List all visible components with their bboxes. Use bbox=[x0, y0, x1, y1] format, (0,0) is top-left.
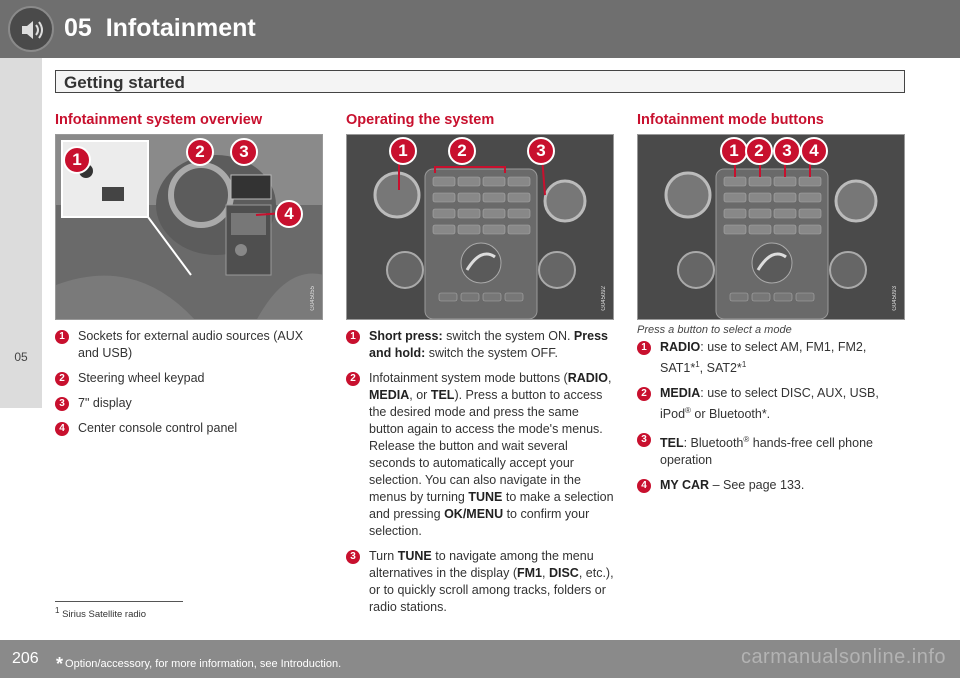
item-text: Press and hold: bbox=[369, 329, 608, 360]
item-text: MY CAR bbox=[660, 478, 710, 493]
item-text: 7" display bbox=[78, 396, 132, 410]
option-star: * bbox=[56, 654, 64, 674]
list-item bbox=[637, 385, 905, 423]
list-item bbox=[637, 477, 905, 494]
item-number: 2 bbox=[346, 372, 360, 386]
item-text: , SAT2* bbox=[699, 361, 742, 376]
item-number: 1 bbox=[55, 330, 69, 344]
registered-mark: ® bbox=[743, 435, 750, 445]
operating-figure bbox=[346, 134, 614, 320]
item-text: or Bluetooth*. bbox=[690, 407, 771, 422]
footnote-marker: 1 bbox=[55, 606, 60, 615]
item-number: 1 bbox=[346, 330, 360, 344]
list-item bbox=[55, 370, 323, 387]
figure-callout: 3 bbox=[773, 137, 801, 165]
item-text: switch the system ON. bbox=[442, 329, 574, 343]
item-text: TUNE bbox=[397, 549, 432, 563]
overview-figure bbox=[55, 134, 323, 320]
item-number: 4 bbox=[637, 479, 651, 493]
figure-callout: 3 bbox=[230, 138, 258, 166]
figure-caption: Press a button to select a mode bbox=[637, 324, 792, 336]
item-text: to make a selection and pressing bbox=[369, 490, 614, 521]
item-text: Short press: bbox=[369, 329, 443, 343]
footer-note-text: Option/accessory, for more information, see Introduction. bbox=[65, 658, 342, 670]
list-item bbox=[346, 370, 614, 540]
item-text: , or bbox=[409, 388, 431, 402]
chapter-title bbox=[64, 14, 256, 43]
item-text: TEL bbox=[660, 436, 684, 451]
footnote-divider bbox=[55, 601, 183, 602]
item-number: 3 bbox=[346, 550, 360, 564]
figure-callout: 2 bbox=[186, 138, 214, 166]
item-number: 2 bbox=[55, 372, 69, 386]
item-number: 1 bbox=[637, 341, 651, 355]
overview-list bbox=[55, 328, 323, 437]
page-footer bbox=[0, 640, 960, 678]
item-text: ). Press a button to access the desired mode and press the same button again to access the mode's menus. Release the button and wait several seconds to automatically accept your selection. You can also navigate in the menus by turning bbox=[369, 388, 603, 504]
item-text: RADIO bbox=[660, 340, 701, 354]
item-text: , bbox=[542, 566, 549, 580]
item-text: MEDIA bbox=[660, 386, 701, 401]
speaker-icon bbox=[8, 6, 54, 52]
item-text: to confirm your selection. bbox=[369, 507, 590, 538]
item-text: switch the system OFF. bbox=[425, 346, 558, 360]
list-item bbox=[637, 339, 905, 377]
mode-buttons-list bbox=[637, 339, 905, 494]
footnote-ref: 1 bbox=[741, 360, 747, 369]
operating-list bbox=[346, 328, 614, 616]
page-number: 206 bbox=[12, 650, 39, 667]
watermark: carmanualsonline.info bbox=[740, 646, 946, 668]
section-bar bbox=[55, 70, 905, 93]
footnote bbox=[55, 606, 146, 620]
item-text: OK/MENU bbox=[444, 507, 504, 521]
footer-note bbox=[56, 654, 341, 675]
chapter-name: Infotainment bbox=[105, 14, 256, 42]
mode-buttons-column bbox=[637, 112, 905, 502]
list-item bbox=[346, 548, 614, 616]
item-text: FM1 bbox=[517, 566, 542, 580]
figure-callout: 1 bbox=[389, 137, 417, 165]
list-item bbox=[346, 328, 614, 362]
figure-callout: 1 bbox=[63, 146, 91, 174]
overview-title: Infotainment system overview bbox=[55, 112, 263, 128]
figure-code: G045092 bbox=[601, 286, 607, 311]
item-text: Sockets for external audio sources (AUX and USB) bbox=[78, 329, 304, 360]
item-text: DISC bbox=[548, 566, 579, 580]
operating-title: Operating the system bbox=[346, 112, 495, 128]
item-text: TUNE bbox=[468, 490, 503, 504]
item-text: Steering wheel keypad bbox=[78, 371, 205, 385]
item-text: , bbox=[608, 371, 612, 385]
figure-callout: 3 bbox=[527, 137, 555, 165]
item-text: TEL bbox=[430, 388, 455, 402]
item-text: Turn bbox=[369, 549, 398, 563]
item-text: : use to select DISC, AUX, USB, iPod bbox=[660, 386, 879, 422]
mode-buttons-figure bbox=[637, 134, 905, 320]
figure-callout: 4 bbox=[800, 137, 828, 165]
item-text: – See page 133. bbox=[709, 478, 805, 493]
figure-code: G045093 bbox=[892, 286, 898, 311]
footnote-text: Sirius Satellite radio bbox=[62, 609, 147, 621]
item-text: hands-free cell phone operation bbox=[660, 436, 873, 468]
item-text: MEDIA bbox=[369, 388, 410, 402]
figure-callout: 4 bbox=[275, 200, 303, 228]
item-text: Center console control panel bbox=[78, 421, 238, 435]
registered-mark: ® bbox=[685, 406, 691, 416]
item-text: , etc.), or to quickly scroll among tracks, folders or radio stations. bbox=[369, 566, 614, 614]
list-item bbox=[55, 420, 323, 437]
item-number: 3 bbox=[55, 397, 69, 411]
footnote-ref: 1 bbox=[695, 360, 700, 369]
chapter-number: 05 bbox=[64, 14, 92, 42]
figure-code: G045055 bbox=[310, 286, 316, 311]
operating-column bbox=[346, 112, 614, 624]
item-text: : Bluetooth bbox=[683, 436, 744, 451]
list-item bbox=[55, 328, 323, 362]
figure-callout: 2 bbox=[745, 137, 773, 165]
page-header bbox=[0, 0, 960, 58]
mode-buttons-title: Infotainment mode buttons bbox=[637, 112, 824, 128]
chapter-tab-label: 05 bbox=[14, 350, 28, 364]
overview-column bbox=[55, 112, 323, 445]
list-item bbox=[55, 395, 323, 412]
item-number: 4 bbox=[55, 422, 69, 436]
list-item bbox=[637, 431, 905, 469]
item-number: 3 bbox=[637, 433, 651, 447]
figure-callout: 1 bbox=[720, 137, 748, 165]
figure-callout: 2 bbox=[448, 137, 476, 165]
item-text: : use to select AM, FM1, FM2, SAT1* bbox=[660, 340, 867, 376]
section-title: Getting started bbox=[64, 73, 185, 92]
item-number: 2 bbox=[637, 387, 651, 401]
item-text: RADIO bbox=[567, 371, 608, 385]
item-text: Infotainment system mode buttons ( bbox=[369, 371, 568, 385]
item-text: to navigate among the menu alternatives in the display ( bbox=[369, 549, 594, 580]
